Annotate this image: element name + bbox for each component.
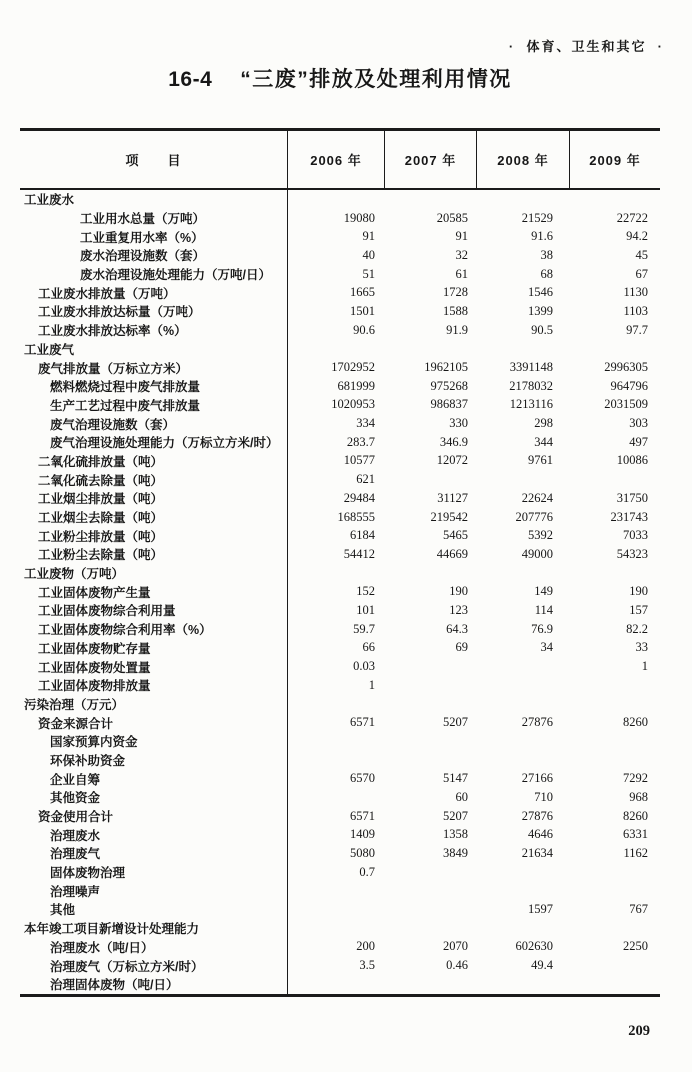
value-2009: 2031509 [604,397,648,412]
value-2006: 59.7 [353,621,375,636]
value-2007 [385,751,477,770]
item-label: 二氧化硫排放量（吨） [20,452,288,471]
item-label: 工业固体废物综合利用率（%） [20,620,288,639]
value-2009: 31750 [616,490,648,505]
value-2007: 1588 [443,303,468,318]
table-row [20,956,660,975]
value-2008: 602630 [515,939,553,954]
item-label: 废气治理设施处理能力（万标立方米/时） [20,433,288,452]
item-label: 工业粉尘去除量（吨） [20,545,288,564]
value-2008: 1399 [528,303,553,318]
table-row [20,396,660,415]
table-row [20,414,660,433]
item-label: 工业固体废物产生量 [20,582,288,601]
table-row [20,938,660,957]
value-2008: 5392 [528,528,553,543]
value-2008 [477,657,570,676]
table-row [20,340,660,359]
value-2007: 1358 [443,827,468,842]
item-label: 治理噪声 [20,881,288,900]
value-2006: 681999 [337,378,375,393]
value-2008: 710 [534,789,553,804]
value-2008: 1546 [528,285,553,300]
value-2009 [570,751,660,770]
value-2006 [288,881,385,900]
value-2008 [477,975,570,994]
value-2008: 9761 [528,453,553,468]
value-2006: 0.03 [353,659,375,674]
value-2007: 91 [455,229,468,244]
item-label: 工业固体废物排放量 [20,676,288,695]
item-label: 生产工艺过程中废气排放量 [20,396,288,415]
value-2007: 3849 [443,845,468,860]
table-row [20,582,660,601]
value-2007 [385,695,477,714]
value-2009: 231743 [610,509,648,524]
value-2008 [477,340,570,359]
value-2008: 49.4 [531,958,553,973]
item-label: 工业固体废物处置量 [20,657,288,676]
table-row [20,844,660,863]
value-2007: 60 [455,789,468,804]
item-label: 其他 [20,900,288,919]
value-2006: 1501 [350,303,375,318]
value-2006: 40 [362,247,375,262]
item-label: 治理固体废物（吨/日） [20,975,288,994]
value-2008 [477,732,570,751]
item-label: 工业烟尘排放量（吨） [20,489,288,508]
value-2009: 1130 [623,285,648,300]
value-2008 [477,863,570,882]
value-2008: 91.6 [531,229,553,244]
value-2006: 6570 [350,771,375,786]
table-body [20,190,660,997]
table-row [20,470,660,489]
value-2009 [570,564,660,583]
value-2008: 27876 [521,715,553,730]
table-row [20,676,660,695]
value-2009: 303 [629,416,648,431]
item-label: 工业废水 [20,190,288,209]
value-2009: 97.7 [626,322,648,337]
value-2007: 330 [449,416,468,431]
value-2009: 157 [629,602,648,617]
value-2009: 2250 [623,939,648,954]
item-label: 污染治理（万元） [20,695,288,714]
item-label: 二氧化硫去除量（吨） [20,470,288,489]
value-2009 [570,676,660,695]
value-2007 [385,975,477,994]
value-2007: 61 [455,266,468,281]
table-row [20,321,660,340]
value-2007 [385,863,477,882]
value-2009: 67 [635,266,648,281]
value-2006: 334 [356,416,375,431]
value-2009: 8260 [623,715,648,730]
table-row [20,713,660,732]
value-2009 [570,695,660,714]
value-2006: 1409 [350,827,375,842]
value-2007: 44669 [436,546,468,561]
item-label: 工业废气 [20,340,288,359]
table-row [20,751,660,770]
value-2007: 64.3 [446,621,468,636]
item-label: 治理废水 [20,825,288,844]
item-label: 工业废物（万吨） [20,564,288,583]
item-label: 工业固体废物贮存量 [20,639,288,658]
value-2009: 10086 [616,453,648,468]
value-2009: 45 [635,247,648,262]
table-row [20,900,660,919]
value-2008 [477,919,570,938]
table-row [20,975,660,994]
value-2007: 123 [449,602,468,617]
item-label: 废气排放量（万标立方米） [20,358,288,377]
value-2009: 767 [629,901,648,916]
value-2007: 346.9 [439,434,468,449]
table-row [20,209,660,228]
value-2009: 8260 [623,808,648,823]
table-title-text: “三废”排放及处理利用情况 [240,68,512,91]
value-2006 [288,919,385,938]
value-2008 [477,190,570,209]
value-2007: 219542 [430,509,468,524]
column-header-2009: 2009 年 [589,153,641,168]
value-2009: 1 [641,659,648,674]
value-2007: 0.46 [446,958,468,973]
value-2009: 1162 [623,845,648,860]
column-header-2006: 2006 年 [288,131,385,188]
table-header-row [20,128,660,190]
value-2008: 207776 [515,509,553,524]
table-row [20,246,660,265]
item-label: 环保补助资金 [20,751,288,770]
table-row [20,564,660,583]
value-2006: 6571 [350,715,375,730]
table-row [20,377,660,396]
value-2006: 29484 [343,490,375,505]
value-2007: 20585 [436,210,468,225]
value-2008 [477,564,570,583]
value-2006: 5080 [350,845,375,860]
value-2007: 5147 [443,771,468,786]
value-2006 [288,190,385,209]
column-header-item: 项 目 [20,131,288,188]
table-row [20,825,660,844]
value-2007: 32 [455,247,468,262]
value-2006: 1020953 [331,397,375,412]
value-2006 [288,900,385,919]
item-label: 固体废物治理 [20,863,288,882]
value-2008 [477,676,570,695]
value-2006 [288,340,385,359]
table-row [20,265,660,284]
table-row [20,283,660,302]
value-2008: 68 [540,266,553,281]
table-row [20,358,660,377]
value-2006: 90.6 [353,322,375,337]
value-2007: 986837 [430,397,468,412]
value-2006: 168555 [337,509,375,524]
item-label: 废水治理设施处理能力（万吨/日） [20,265,288,284]
table-row [20,601,660,620]
value-2006: 0.7 [359,864,375,879]
table-row [20,769,660,788]
table-row [20,732,660,751]
value-2006: 1702952 [331,360,375,375]
value-2007 [385,564,477,583]
table-row [20,807,660,826]
item-label: 工业废水排放达标率（%） [20,321,288,340]
item-label: 工业粉尘排放量（吨） [20,526,288,545]
item-label: 资金使用合计 [20,807,288,826]
table-number: 16-4 [168,68,213,91]
value-2008: 27876 [521,808,553,823]
value-2006: 91 [362,229,375,244]
value-2008: 1597 [528,901,553,916]
value-2009 [570,881,660,900]
table-row [20,545,660,564]
value-2009 [570,919,660,938]
value-2006: 283.7 [346,434,375,449]
value-2007 [385,881,477,900]
table-row [20,863,660,882]
value-2009: 7292 [623,771,648,786]
value-2007 [385,470,477,489]
value-2008: 114 [534,602,553,617]
value-2007: 2070 [443,939,468,954]
value-2006: 6184 [350,528,375,543]
value-2008 [477,470,570,489]
value-2006: 10577 [343,453,375,468]
value-2006 [288,751,385,770]
value-2009: 54323 [616,546,648,561]
value-2007: 975268 [430,378,468,393]
table-row [20,919,660,938]
table-row [20,526,660,545]
value-2009 [570,340,660,359]
value-2009 [570,732,660,751]
value-2009: 33 [635,640,648,655]
value-2009 [570,470,660,489]
table-row [20,695,660,714]
value-2006 [288,732,385,751]
value-2007: 31127 [437,490,468,505]
value-2009: 968 [629,789,648,804]
value-2008: 34 [540,640,553,655]
item-label: 工业烟尘去除量（吨） [20,508,288,527]
value-2008: 344 [534,434,553,449]
value-2007 [385,657,477,676]
value-2008: 27166 [521,771,553,786]
table-row [20,657,660,676]
value-2007 [385,190,477,209]
item-label: 燃料燃烧过程中废气排放量 [20,377,288,396]
value-2008: 149 [534,584,553,599]
value-2008: 1213116 [509,397,553,412]
value-2008: 76.9 [531,621,553,636]
value-2007 [385,919,477,938]
item-label: 工业用水总量（万吨） [20,209,288,228]
table-row [20,227,660,246]
value-2009: 94.2 [626,229,648,244]
table-row [20,302,660,321]
table-row [20,190,660,209]
value-2008: 21634 [521,845,553,860]
item-label: 国家预算内资金 [20,732,288,751]
value-2008 [477,695,570,714]
item-label: 工业废水排放达标量（万吨） [20,302,288,321]
chapter-header: · 体育、卫生和其它 · [508,39,664,54]
item-label: 工业固体废物综合利用量 [20,601,288,620]
value-2007: 5207 [443,715,468,730]
value-2006: 101 [356,602,375,617]
item-label: 其他资金 [20,788,288,807]
value-2009: 22722 [616,210,648,225]
value-2009: 7033 [623,528,648,543]
item-label: 治理废气 [20,844,288,863]
value-2006: 6571 [350,808,375,823]
table-row [20,881,660,900]
value-2007: 190 [449,584,468,599]
statistics-table [20,128,660,997]
table-row [20,452,660,471]
item-label: 治理废气（万标立方米/时） [20,956,288,975]
value-2007: 1728 [443,285,468,300]
value-2006 [288,564,385,583]
item-label: 资金来源合计 [20,713,288,732]
table-row [20,620,660,639]
value-2006: 51 [362,266,375,281]
value-2007: 91.9 [446,322,468,337]
table-row [20,788,660,807]
value-2008: 4646 [528,827,553,842]
value-2007: 1962105 [424,360,468,375]
value-2006: 200 [356,939,375,954]
value-2008: 3391148 [509,360,553,375]
page-title [20,63,660,93]
column-header-2008: 2008 年 [477,131,570,188]
item-label: 工业重复用水率（%） [20,227,288,246]
value-2006: 3.5 [359,958,375,973]
value-2006 [288,788,385,807]
value-2007: 12072 [436,453,468,468]
table-row [20,639,660,658]
value-2006: 54412 [343,546,375,561]
item-label: 工业废水排放量（万吨） [20,283,288,302]
value-2009 [570,975,660,994]
table-row [20,489,660,508]
value-2007: 5207 [443,808,468,823]
value-2007: 69 [455,640,468,655]
value-2006: 66 [362,640,375,655]
value-2006 [288,975,385,994]
value-2007: 5465 [443,528,468,543]
value-2008 [477,881,570,900]
value-2008: 38 [540,247,553,262]
value-2008: 22624 [521,490,553,505]
value-2007 [385,340,477,359]
item-label: 废气治理设施数（套） [20,414,288,433]
value-2009 [570,956,660,975]
item-label: 废水治理设施数（套） [20,246,288,265]
value-2006: 1665 [350,285,375,300]
column-header-2007: 2007 年 [385,131,477,188]
item-label: 本年竣工项目新增设计处理能力 [20,919,288,938]
value-2006 [288,695,385,714]
table-row [20,508,660,527]
value-2006: 1 [368,677,375,692]
value-2009: 2996305 [604,360,648,375]
value-2006: 621 [356,472,375,487]
value-2009: 964796 [610,378,648,393]
value-2009: 190 [629,584,648,599]
value-2009 [570,190,660,209]
value-2009 [570,863,660,882]
value-2009: 497 [629,434,648,449]
value-2008 [477,751,570,770]
table-row [20,433,660,452]
value-2006: 152 [356,584,375,599]
value-2006: 19080 [343,210,375,225]
value-2009: 6331 [623,827,648,842]
value-2008: 49000 [521,546,553,561]
value-2007 [385,676,477,695]
value-2007 [385,732,477,751]
value-2008: 90.5 [531,322,553,337]
value-2009: 82.2 [626,621,648,636]
value-2008: 2178032 [509,378,553,393]
item-label: 企业自筹 [20,769,288,788]
value-2007 [385,900,477,919]
value-2008: 21529 [521,210,553,225]
value-2008: 298 [534,416,553,431]
page-number: 209 [628,1023,650,1039]
item-label: 治理废水（吨/日） [20,938,288,957]
value-2009: 1103 [623,303,648,318]
